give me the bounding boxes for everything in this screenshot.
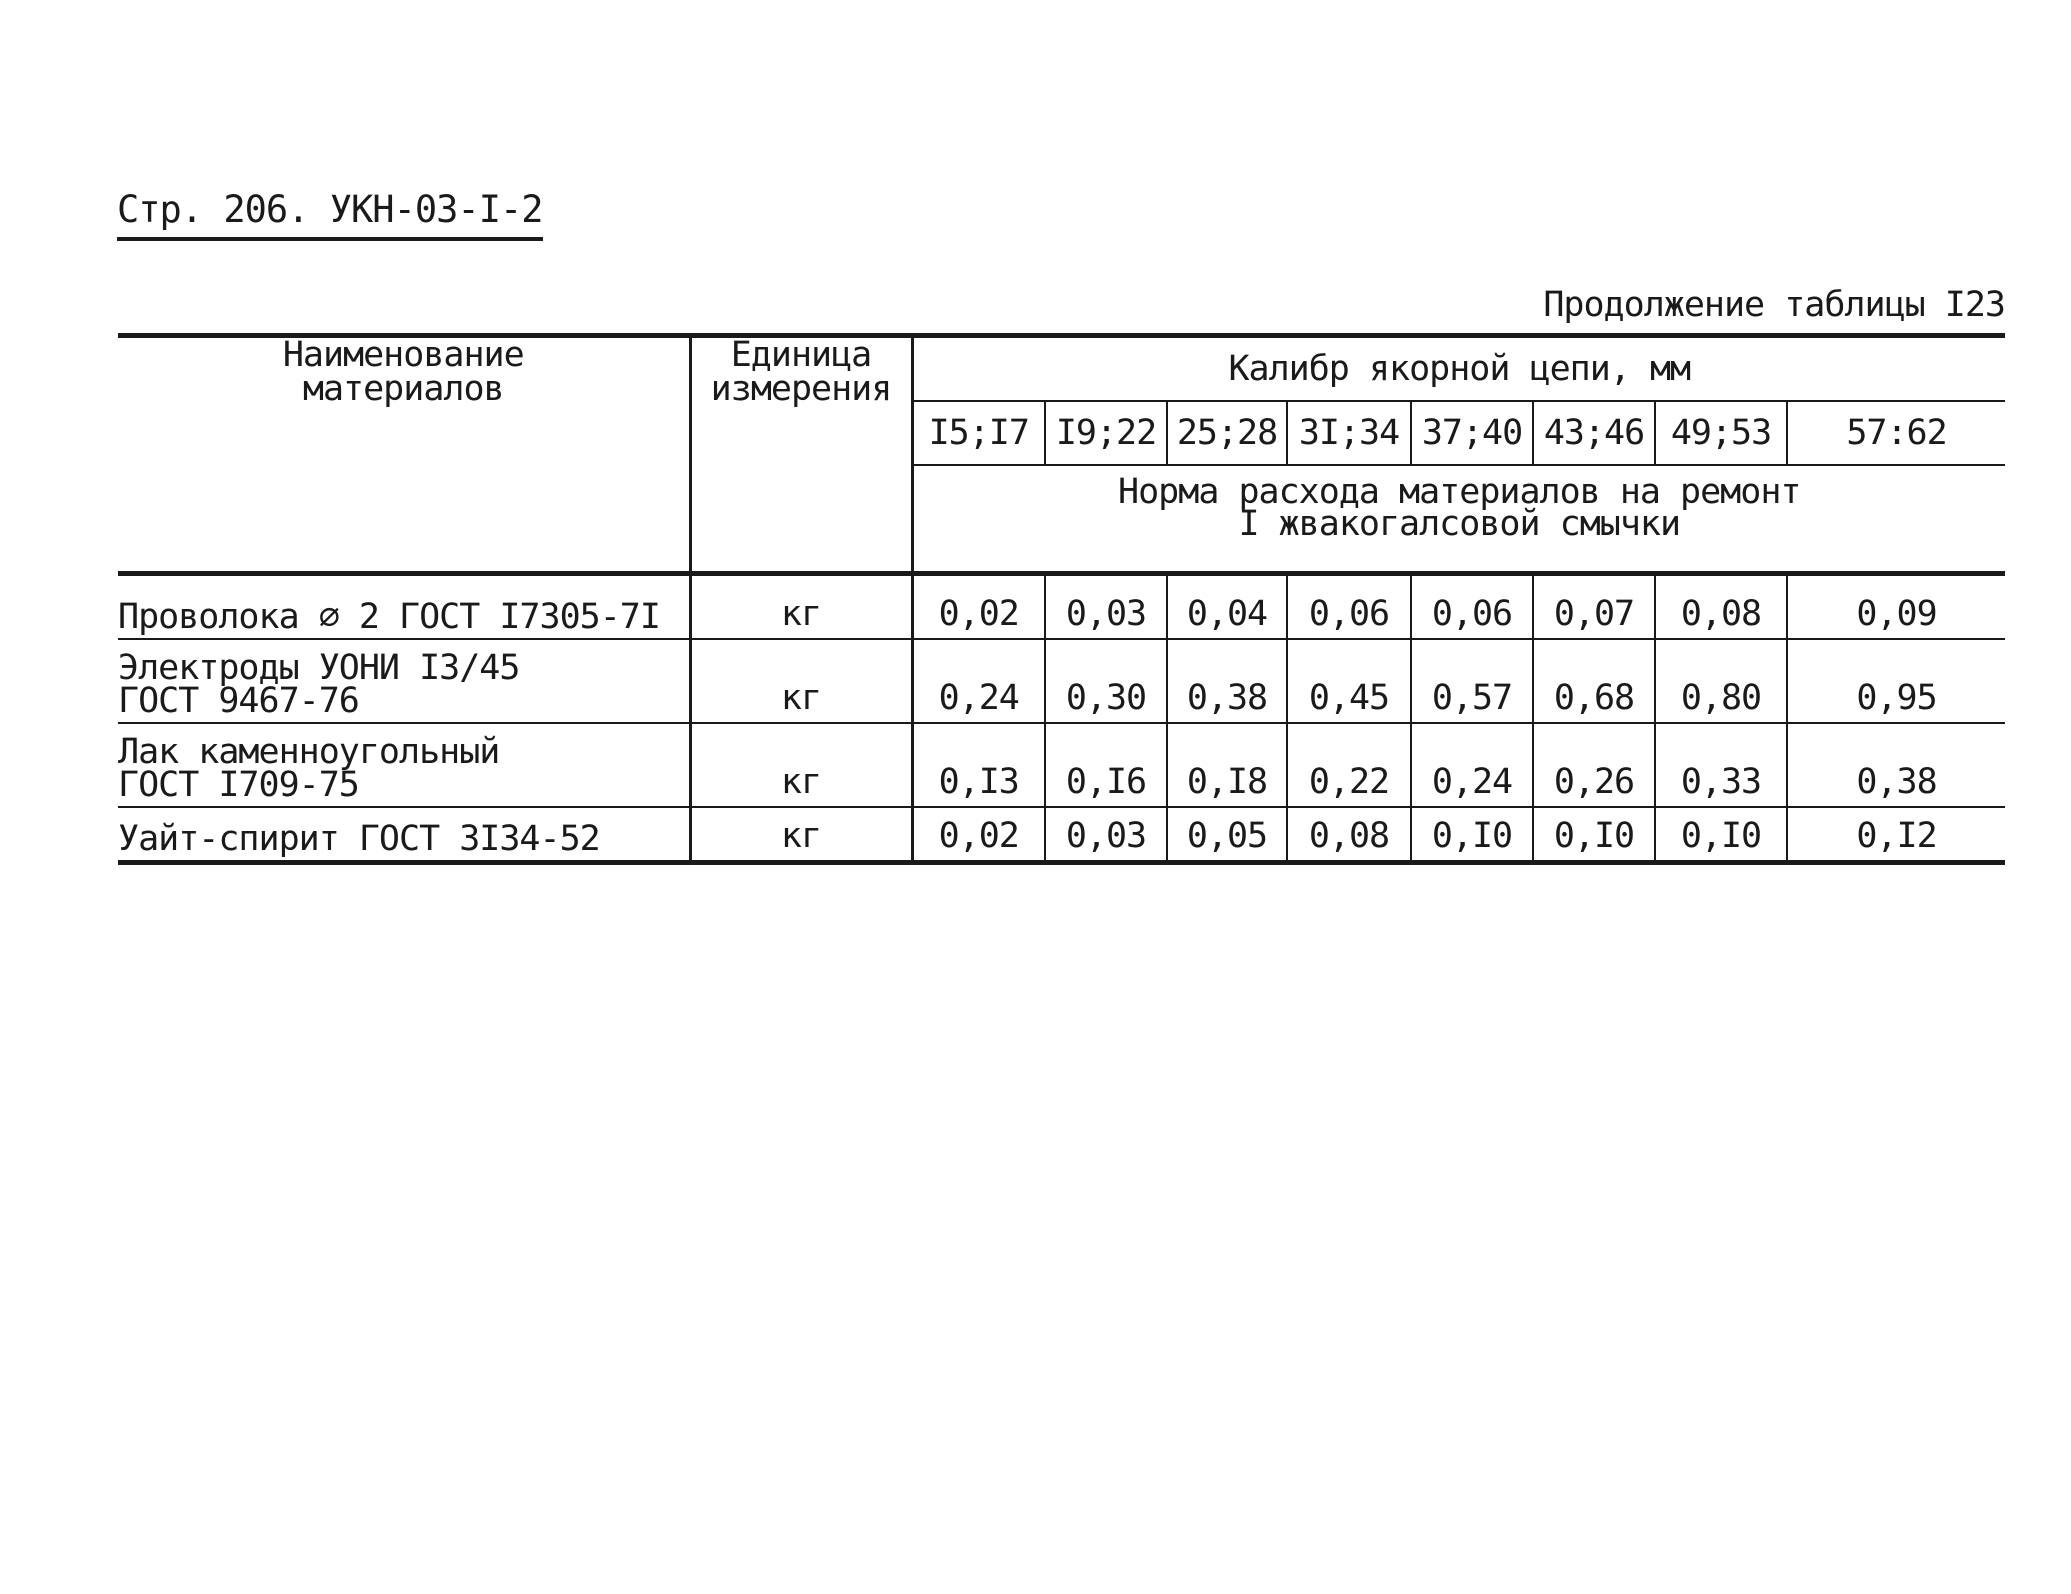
norm-value: 0,04 (1167, 574, 1287, 640)
table-row (118, 723, 2005, 807)
caliber-value: 37;40 (1411, 401, 1533, 465)
column-header-unit-line: измерения (710, 369, 892, 409)
material-name (118, 574, 690, 640)
materials-table (118, 333, 2005, 865)
norm-value: 0,I0 (1411, 807, 1533, 863)
caliber-value: 25;28 (1167, 401, 1287, 465)
norm-header-line: I жвакогалсовой смычки (1238, 504, 1681, 544)
norm-value: 0,02 (912, 807, 1045, 863)
table-row (118, 574, 2005, 640)
norm-value: 0,26 (1533, 723, 1655, 807)
norm-value: 0,02 (912, 574, 1045, 640)
norm-value: 0,38 (1787, 723, 2005, 807)
column-header-name (118, 336, 690, 574)
table-row (118, 639, 2005, 723)
norm-value: 0,I8 (1167, 723, 1287, 807)
column-header-name-line: материалов (302, 369, 504, 409)
caliber-value: I5;I7 (912, 401, 1045, 465)
column-header-name-line: Наименование (282, 335, 524, 375)
norm-header-line: Норма расхода материалов на ремонт (1118, 472, 1801, 512)
column-header-unit-line: Единица (730, 335, 872, 375)
column-header-unit (690, 336, 912, 574)
norm-value: 0,33 (1655, 723, 1787, 807)
material-name-line: Электроды УОНИ I3/45 (118, 648, 520, 688)
norm-value: 0,06 (1411, 574, 1533, 640)
material-name-line: Лак каменноугольный (118, 732, 500, 772)
material-unit: кг (690, 723, 912, 807)
norm-value: 0,03 (1045, 807, 1167, 863)
caliber-value: 3I;34 (1287, 401, 1411, 465)
header-row-caliber (118, 336, 2005, 402)
caliber-value: 57:62 (1787, 401, 2005, 465)
table-continuation-label: Продолжение таблицы I23 (1543, 285, 2005, 325)
norm-value: 0,08 (1287, 807, 1411, 863)
norm-value: 0,22 (1287, 723, 1411, 807)
caliber-value: 43;46 (1533, 401, 1655, 465)
norm-value: 0,68 (1533, 639, 1655, 723)
norm-group-header (912, 465, 2005, 574)
norm-value: 0,24 (1411, 723, 1533, 807)
norm-value: 0,03 (1045, 574, 1167, 640)
material-name (118, 639, 690, 723)
norm-value: 0,I2 (1787, 807, 2005, 863)
norm-value: 0,09 (1787, 574, 2005, 640)
norm-value: 0,I0 (1655, 807, 1787, 863)
material-name-line: Проволока ∅ 2 ГОСТ I7305-7I (118, 597, 660, 637)
norm-value: 0,I6 (1045, 723, 1167, 807)
norm-value: 0,06 (1287, 574, 1411, 640)
norm-value: 0,I0 (1533, 807, 1655, 863)
norm-value: 0,80 (1655, 639, 1787, 723)
material-name-line: Уайт-спирит ГОСТ 3I34-52 (118, 819, 600, 859)
norm-value: 0,08 (1655, 574, 1787, 640)
norm-value: 0,95 (1787, 639, 2005, 723)
norm-value: 0,38 (1167, 639, 1287, 723)
material-unit: кг (690, 807, 912, 863)
material-unit: кг (690, 574, 912, 640)
norm-value: 0,45 (1287, 639, 1411, 723)
caliber-value: 49;53 (1655, 401, 1787, 465)
material-name-line: ГОСТ 9467-76 (118, 681, 359, 721)
material-name (118, 807, 690, 863)
norm-value: 0,07 (1533, 574, 1655, 640)
page-reference: Стр. 206. УКН-03-I-2 (117, 188, 543, 241)
material-name-line: ГОСТ I709-75 (118, 765, 359, 805)
norm-value: 0,57 (1411, 639, 1533, 723)
table-row (118, 807, 2005, 863)
norm-value: 0,I3 (912, 723, 1045, 807)
norm-value: 0,30 (1045, 639, 1167, 723)
material-unit: кг (690, 639, 912, 723)
norm-value: 0,05 (1167, 807, 1287, 863)
caliber-group-header: Калибр якорной цепи, мм (912, 336, 2005, 402)
norm-value: 0,24 (912, 639, 1045, 723)
material-name (118, 723, 690, 807)
caliber-value: I9;22 (1045, 401, 1167, 465)
